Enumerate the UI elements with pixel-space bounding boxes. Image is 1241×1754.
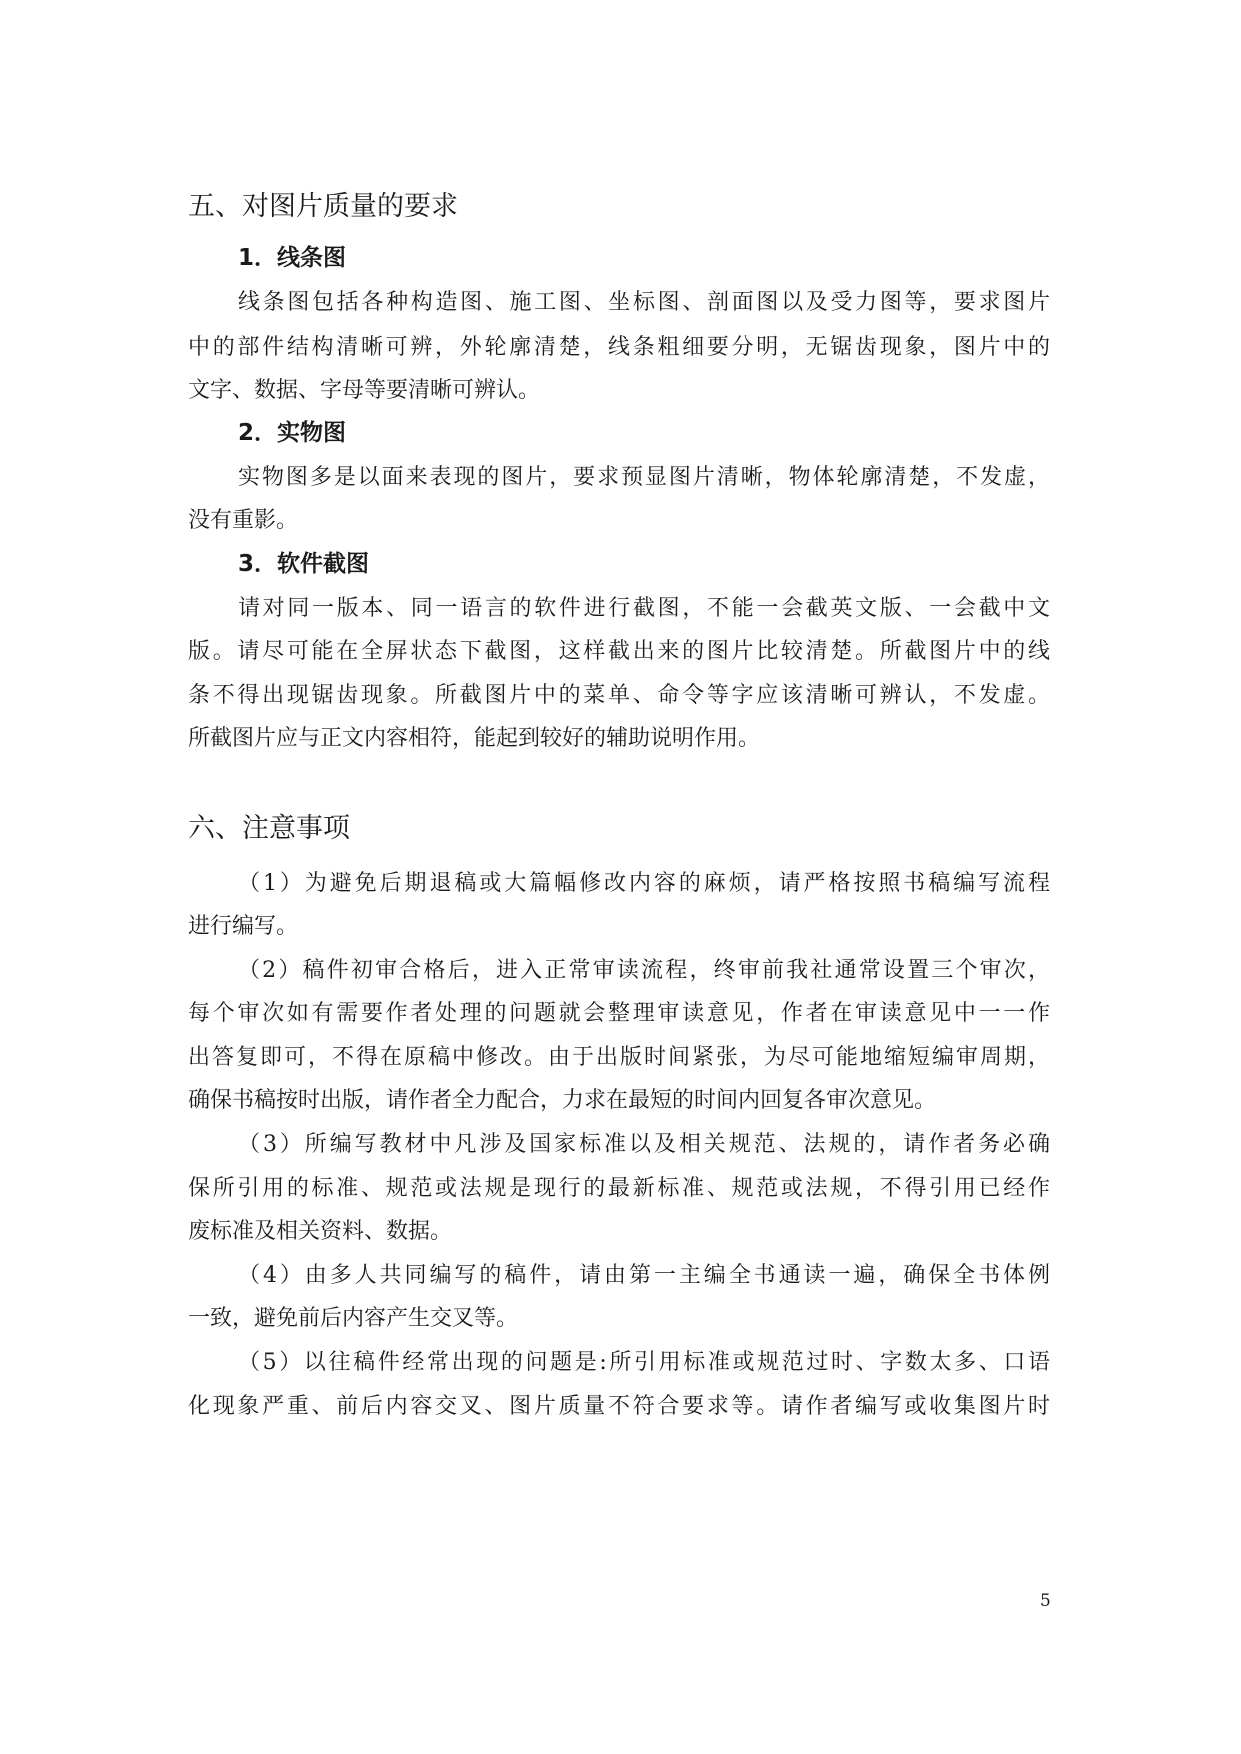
paragraph-line: 所截图片应与正文内容相符，能起到较好的辅助说明作用。 xyxy=(188,726,761,751)
paragraph-line: 条不得出现锯齿现象。所截图片中的菜单、命令等字应该清晰可辨认，不发虚。 xyxy=(188,683,1050,708)
paragraph-line: 中的部件结构清晰可辨，外轮廓清楚，线条粗细要分明，无锯齿现象，图片中的 xyxy=(188,335,1050,360)
subsection-title-line-drawings: 1．线条图 xyxy=(238,245,347,271)
paragraph-line: 没有重影。 xyxy=(188,508,299,533)
page-number: 5 xyxy=(1040,1591,1051,1611)
paragraph-line: 废标准及相关资料、数据。 xyxy=(188,1219,453,1244)
subsection-title-screenshots: 3．软件截图 xyxy=(238,551,370,577)
paragraph-line: 线条图包括各种构造图、施工图、坐标图、剖面图以及受力图等，要求图片 xyxy=(238,290,1050,315)
paragraph-line: 保所引用的标准、规范或法规是现行的最新标准、规范或法规，不得引用已经作 xyxy=(188,1176,1050,1201)
paragraph-line: 确保书稿按时出版，请作者全力配合，力求在最短的时间内回复各审次意见。 xyxy=(188,1088,937,1113)
paragraph-line: （3）所编写教材中凡涉及国家标准以及相关规范、法规的，请作者务必确 xyxy=(238,1132,1050,1157)
paragraph-line: 版。请尽可能在全屏状态下截图，这样截出来的图片比较清楚。所截图片中的线 xyxy=(188,639,1050,664)
document-page xyxy=(188,0,1050,1754)
subsection-title-photographs: 2．实物图 xyxy=(238,420,347,446)
paragraph-line: 化现象严重、前后内容交叉、图片质量不符合要求等。请作者编写或收集图片时 xyxy=(188,1394,1050,1419)
section-title-image-quality: 五、对图片质量的要求 xyxy=(188,191,458,222)
paragraph-line: 出答复即可，不得在原稿中修改。由于出版时间紧张，为尽可能地缩短编审周期， xyxy=(188,1045,1050,1070)
paragraph-line: 文字、数据、字母等要清晰可辨认。 xyxy=(188,378,541,403)
paragraph-line: （4）由多人共同编写的稿件，请由第一主编全书通读一遍，确保全书体例 xyxy=(238,1263,1050,1288)
section-title-notes: 六、注意事项 xyxy=(188,813,350,844)
paragraph-line: 进行编写。 xyxy=(188,914,299,939)
paragraph-line: 一致，避免前后内容产生交叉等。 xyxy=(188,1306,519,1331)
paragraph-line: 请对同一版本、同一语言的软件进行截图，不能一会截英文版、一会截中文 xyxy=(238,596,1050,621)
paragraph-line: （1）为避免后期退稿或大篇幅修改内容的麻烦，请严格按照书稿编写流程 xyxy=(238,871,1050,896)
paragraph-line: （2）稿件初审合格后，进入正常审读流程，终审前我社通常设置三个审次， xyxy=(238,958,1050,983)
paragraph-line: 实物图多是以面来表现的图片，要求预显图片清晰，物体轮廓清楚，不发虚， xyxy=(238,465,1050,490)
paragraph-line: （5）以往稿件经常出现的问题是:所引用标准或规范过时、字数太多、口语 xyxy=(238,1350,1050,1375)
paragraph-line: 每个审次如有需要作者处理的问题就会整理审读意见，作者在审读意见中一一作 xyxy=(188,1001,1050,1026)
